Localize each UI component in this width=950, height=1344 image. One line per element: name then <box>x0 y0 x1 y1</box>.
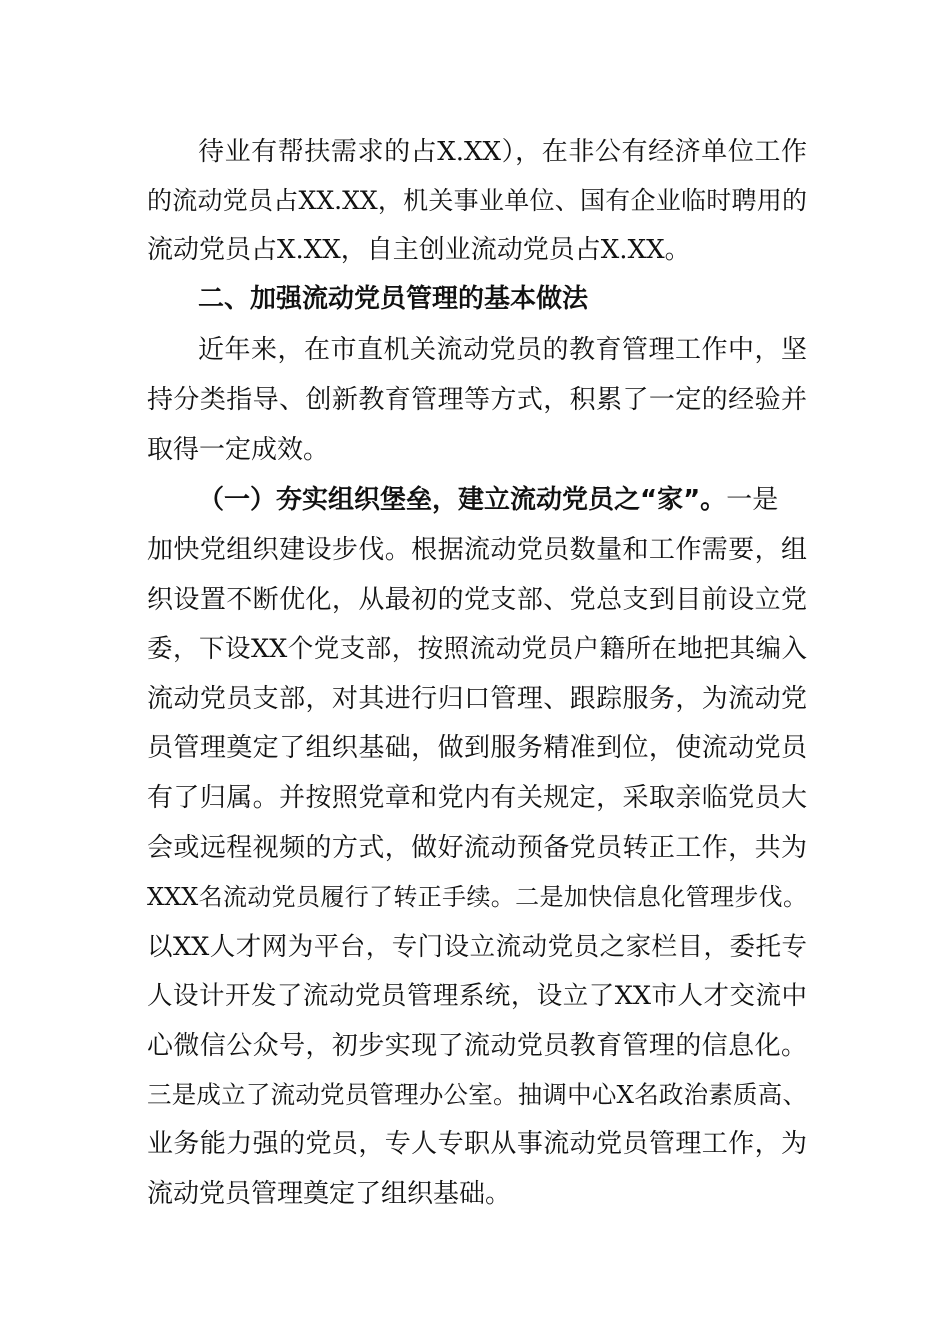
paragraph-line: 流动党员占X.XX，自主创业流动党员占X.XX。 <box>147 235 691 265</box>
paragraph-line: 近年来，在市直机关流动党员的教育管理工作中，坚 <box>198 335 807 365</box>
paragraph-line: 三是成立了流动党员管理办公室。抽调中心X名政治素质高、 <box>147 1080 807 1109</box>
paragraph-line: 的流动党员占XX.XX，机关事业单位、国有企业临时聘用的 <box>147 186 807 215</box>
paragraph-line: 人设计开发了流动党员管理系统，设立了XX市人才交流中 <box>147 981 807 1011</box>
paragraph-line: 有了归属。并按照党章和党内有关规定，采取亲临党员大 <box>147 783 807 813</box>
paragraph-line: 待业有帮扶需求的占X.XX），在非公有经济单位工作 <box>198 137 807 167</box>
paragraph-run: 一是 <box>726 485 779 515</box>
paragraph-line: 流动党员支部，对其进行归口管理、跟踪服务，为流动党 <box>147 684 807 714</box>
paragraph-line: 会或远程视频的方式，做好流动预备党员转正工作，共为 <box>147 833 807 863</box>
paragraph-line: 员管理奠定了组织基础，做到服务精准到位，使流动党员 <box>147 733 807 763</box>
paragraph-line: 织设置不断优化，从最初的党支部、党总支到目前设立党 <box>147 585 807 615</box>
paragraph-line: 持分类指导、创新教育管理等方式，积累了一定的经验并 <box>147 385 807 415</box>
paragraph-line: 加快党组织建设步伐。根据流动党员数量和工作需要，组 <box>147 535 807 565</box>
paragraph-line: 取得一定成效。 <box>147 435 330 465</box>
paragraph-line: XXX名流动党员履行了转正手续。二是加快信息化管理步伐。 <box>147 883 807 911</box>
paragraph-line: 委，下设XX个党支部，按照流动党员户籍所在地把其编入 <box>147 634 807 664</box>
paragraph-line: 业务能力强的党员，专人专职从事流动党员管理工作，为 <box>147 1129 807 1159</box>
paragraph-line: 心微信公众号，初步实现了流动党员教育管理的信息化。 <box>147 1031 807 1061</box>
subsection-heading: （一）夯实组织堡垒，建立流动党员之“家”。 <box>198 485 727 515</box>
subsection-line <box>198 480 807 520</box>
section-heading: 二、加强流动党员管理的基本做法 <box>198 284 589 314</box>
paragraph-line: 流动党员管理奠定了组织基础。 <box>147 1179 512 1209</box>
paragraph-line: 以XX人才网为平台，专门设立流动党员之家栏目，委托专 <box>147 932 807 962</box>
